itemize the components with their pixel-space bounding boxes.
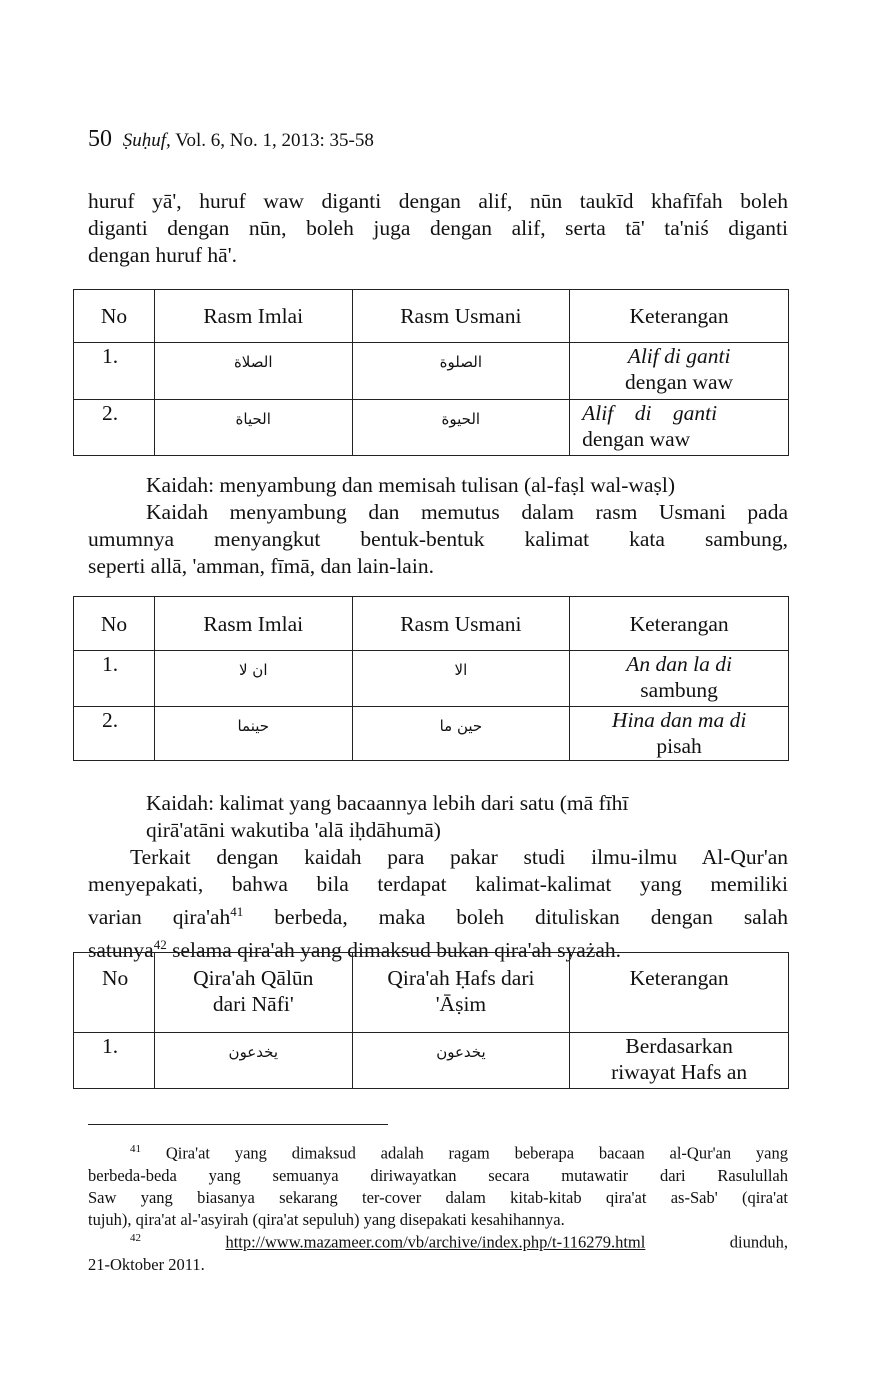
- header-line: Qira'ah Qālūn: [193, 966, 314, 990]
- text-line: Kaidah menyambung dan memutus dalam rasm Usmani pada: [146, 500, 788, 524]
- header-no: No: [74, 953, 155, 1033]
- text-fragment: diunduh,: [645, 1232, 788, 1252]
- text-line: [88, 1138, 788, 1165]
- header-rasm-imlai: Rasm Imlai: [154, 597, 352, 651]
- header-qalun: [154, 953, 352, 1033]
- text-fragment: selama qira'ah yang dimaksud bukan qira'ah syażah.: [166, 938, 622, 963]
- table-header-row: [74, 953, 789, 1033]
- ket-line: pisah: [656, 734, 702, 758]
- table-header-row: [74, 597, 789, 651]
- text-line: seperti allā, 'amman, fīmā, dan lain-lain.: [88, 554, 434, 578]
- cell-no: 1.: [74, 1033, 155, 1089]
- text-line: Kaidah: menyambung dan memisah tulisan (al-faṣl wal-waṣl): [146, 473, 675, 497]
- text-line: berbeda-beda yang semuanya diriwayatkan secara mutawatir dari Rasulullah: [88, 1165, 788, 1185]
- text-line: 21-Oktober 2011.: [88, 1254, 205, 1274]
- kaidah-heading-1: [146, 472, 675, 499]
- header-no: No: [74, 290, 155, 343]
- paragraph-2: [88, 499, 788, 580]
- text-line: dengan huruf hā'.: [88, 243, 237, 267]
- header-rasm-usmani: Rasm Usmani: [352, 290, 570, 343]
- cell-imlai: [154, 343, 352, 400]
- arabic-word: الصلوة: [439, 353, 482, 371]
- footnote-42: [88, 1227, 788, 1276]
- text-fragment: Qira'at yang dimaksud adalah ragam beberapa bacaan al-Qur'an yang: [165, 1143, 789, 1163]
- cell-usmani: [352, 343, 570, 400]
- arabic-word: يخدعون: [228, 1043, 278, 1061]
- cell-no: 2.: [74, 400, 155, 456]
- table-rasm-2: [73, 596, 789, 761]
- text-fragment: varian qira'ah: [88, 905, 231, 930]
- cell-imlai: [154, 400, 352, 456]
- ket-line: An dan la di: [626, 652, 732, 676]
- intro-paragraph: [88, 188, 788, 269]
- cell-keterangan: [570, 400, 789, 456]
- arabic-word: الحياة: [235, 410, 271, 428]
- header-line: dari Nāfi': [212, 992, 294, 1016]
- text-line: Kaidah: kalimat yang bacaannya lebih dari satu (mā fīhī: [146, 791, 629, 815]
- text-line: diganti dengan nūn, boleh juga dengan alif, serta tā' ta'niś diganti: [88, 216, 788, 240]
- header-line: 'Āṣim: [435, 992, 487, 1016]
- header-keterangan: Keterangan: [570, 953, 789, 1033]
- ket-line: dengan waw: [582, 427, 691, 451]
- footnote-link[interactable]: http://www.mazameer.com/vb/archive/index.php/t-116279.html: [225, 1232, 646, 1252]
- arabic-word: الا: [454, 661, 468, 679]
- cell-keterangan: [570, 1033, 789, 1089]
- ket-line: Alif di ganti: [582, 401, 718, 425]
- cell-usmani: [352, 707, 570, 761]
- header-keterangan: Keterangan: [570, 290, 789, 343]
- cell-usmani: [352, 651, 570, 707]
- text-line: [88, 1227, 788, 1254]
- cell-keterangan: [570, 343, 789, 400]
- text-fragment: satunya: [88, 938, 154, 963]
- page-number: 50: [88, 126, 112, 152]
- cell-no: 2.: [74, 707, 155, 761]
- running-header: [88, 126, 374, 153]
- cell-imlai: [154, 707, 352, 761]
- arabic-word: حين ما: [439, 717, 483, 735]
- ket-line: Hina dan ma di: [611, 708, 747, 732]
- table-row: [74, 707, 789, 761]
- header-rasm-imlai: Rasm Imlai: [154, 290, 352, 343]
- table-header-row: [74, 290, 789, 343]
- ket-line: dengan waw: [625, 370, 734, 394]
- table-row: [74, 651, 789, 707]
- header-line: Qira'ah Ḥafs dari: [387, 966, 535, 990]
- arabic-word: حينما: [237, 717, 270, 735]
- text-line: umumnya menyangkut bentuk-bentuk kalimat kata sambung,: [88, 527, 788, 551]
- journal-volume: Vol. 6, No. 1, 2013: 35-58: [175, 130, 374, 151]
- cell-keterangan: [570, 707, 789, 761]
- header-keterangan: Keterangan: [570, 597, 789, 651]
- text-line: menyepakati, bahwa bila terdapat kalimat-kalimat yang memiliki: [88, 872, 788, 896]
- cell-no: 1.: [74, 651, 155, 707]
- arabic-word: يخدعون: [436, 1043, 486, 1061]
- text-line: [88, 898, 788, 931]
- cell-keterangan: [570, 651, 789, 707]
- cell-imlai: [154, 651, 352, 707]
- cell-qalun: [154, 1033, 352, 1089]
- paragraph-3: [88, 844, 788, 964]
- arabic-word: الصلاة: [233, 353, 273, 371]
- cell-hafs: [352, 1033, 570, 1089]
- footnote-number: 41: [130, 1143, 141, 1155]
- table-row: [74, 400, 789, 456]
- footnote-ref-41[interactable]: 41: [230, 904, 244, 919]
- ket-line: Berdasarkan: [625, 1034, 733, 1058]
- text-line: huruf yā', huruf waw diganti dengan alif, nūn taukīd khafīfah boleh: [88, 189, 788, 213]
- arabic-word: الحيوة: [441, 410, 481, 428]
- ket-line: Alif di ganti: [627, 344, 731, 368]
- footnote-41: [88, 1138, 788, 1231]
- kaidah-heading-2: [146, 790, 786, 844]
- footnote-divider: [88, 1124, 388, 1125]
- text-line: tujuh), qira'at al-'asyirah (qira'at sepuluh) yang disepakati kesahihannya.: [88, 1209, 565, 1229]
- cell-usmani: [352, 400, 570, 456]
- text-line: Saw yang biasanya sekarang ter-cover dalam kitab-kitab qira'at as-Sab' (qira'at: [88, 1187, 788, 1207]
- text-line: qirā'atāni wakutiba 'alā iḥdāhumā): [146, 818, 441, 842]
- text-fragment: berbeda, maka boleh dituliskan dengan salah: [243, 905, 788, 930]
- footnote-ref-42[interactable]: 42: [153, 937, 167, 953]
- cell-no: 1.: [74, 343, 155, 400]
- table-row: [74, 343, 789, 400]
- footnote-number: 42: [130, 1232, 141, 1244]
- ket-line: riwayat Hafs an: [611, 1060, 748, 1084]
- arabic-word: ان لا: [238, 661, 268, 679]
- journal-name: Ṣuḥuf,: [122, 130, 171, 151]
- header-rasm-usmani: Rasm Usmani: [352, 597, 570, 651]
- table-rasm-1: [73, 289, 789, 456]
- ket-line: sambung: [640, 678, 718, 702]
- table-qiraah: [73, 952, 789, 1089]
- table-row: [74, 1033, 789, 1089]
- header-no: No: [74, 597, 155, 651]
- text-line: Terkait dengan kaidah para pakar studi ilmu-ilmu Al-Qur'an: [130, 845, 788, 869]
- header-hafs: [352, 953, 570, 1033]
